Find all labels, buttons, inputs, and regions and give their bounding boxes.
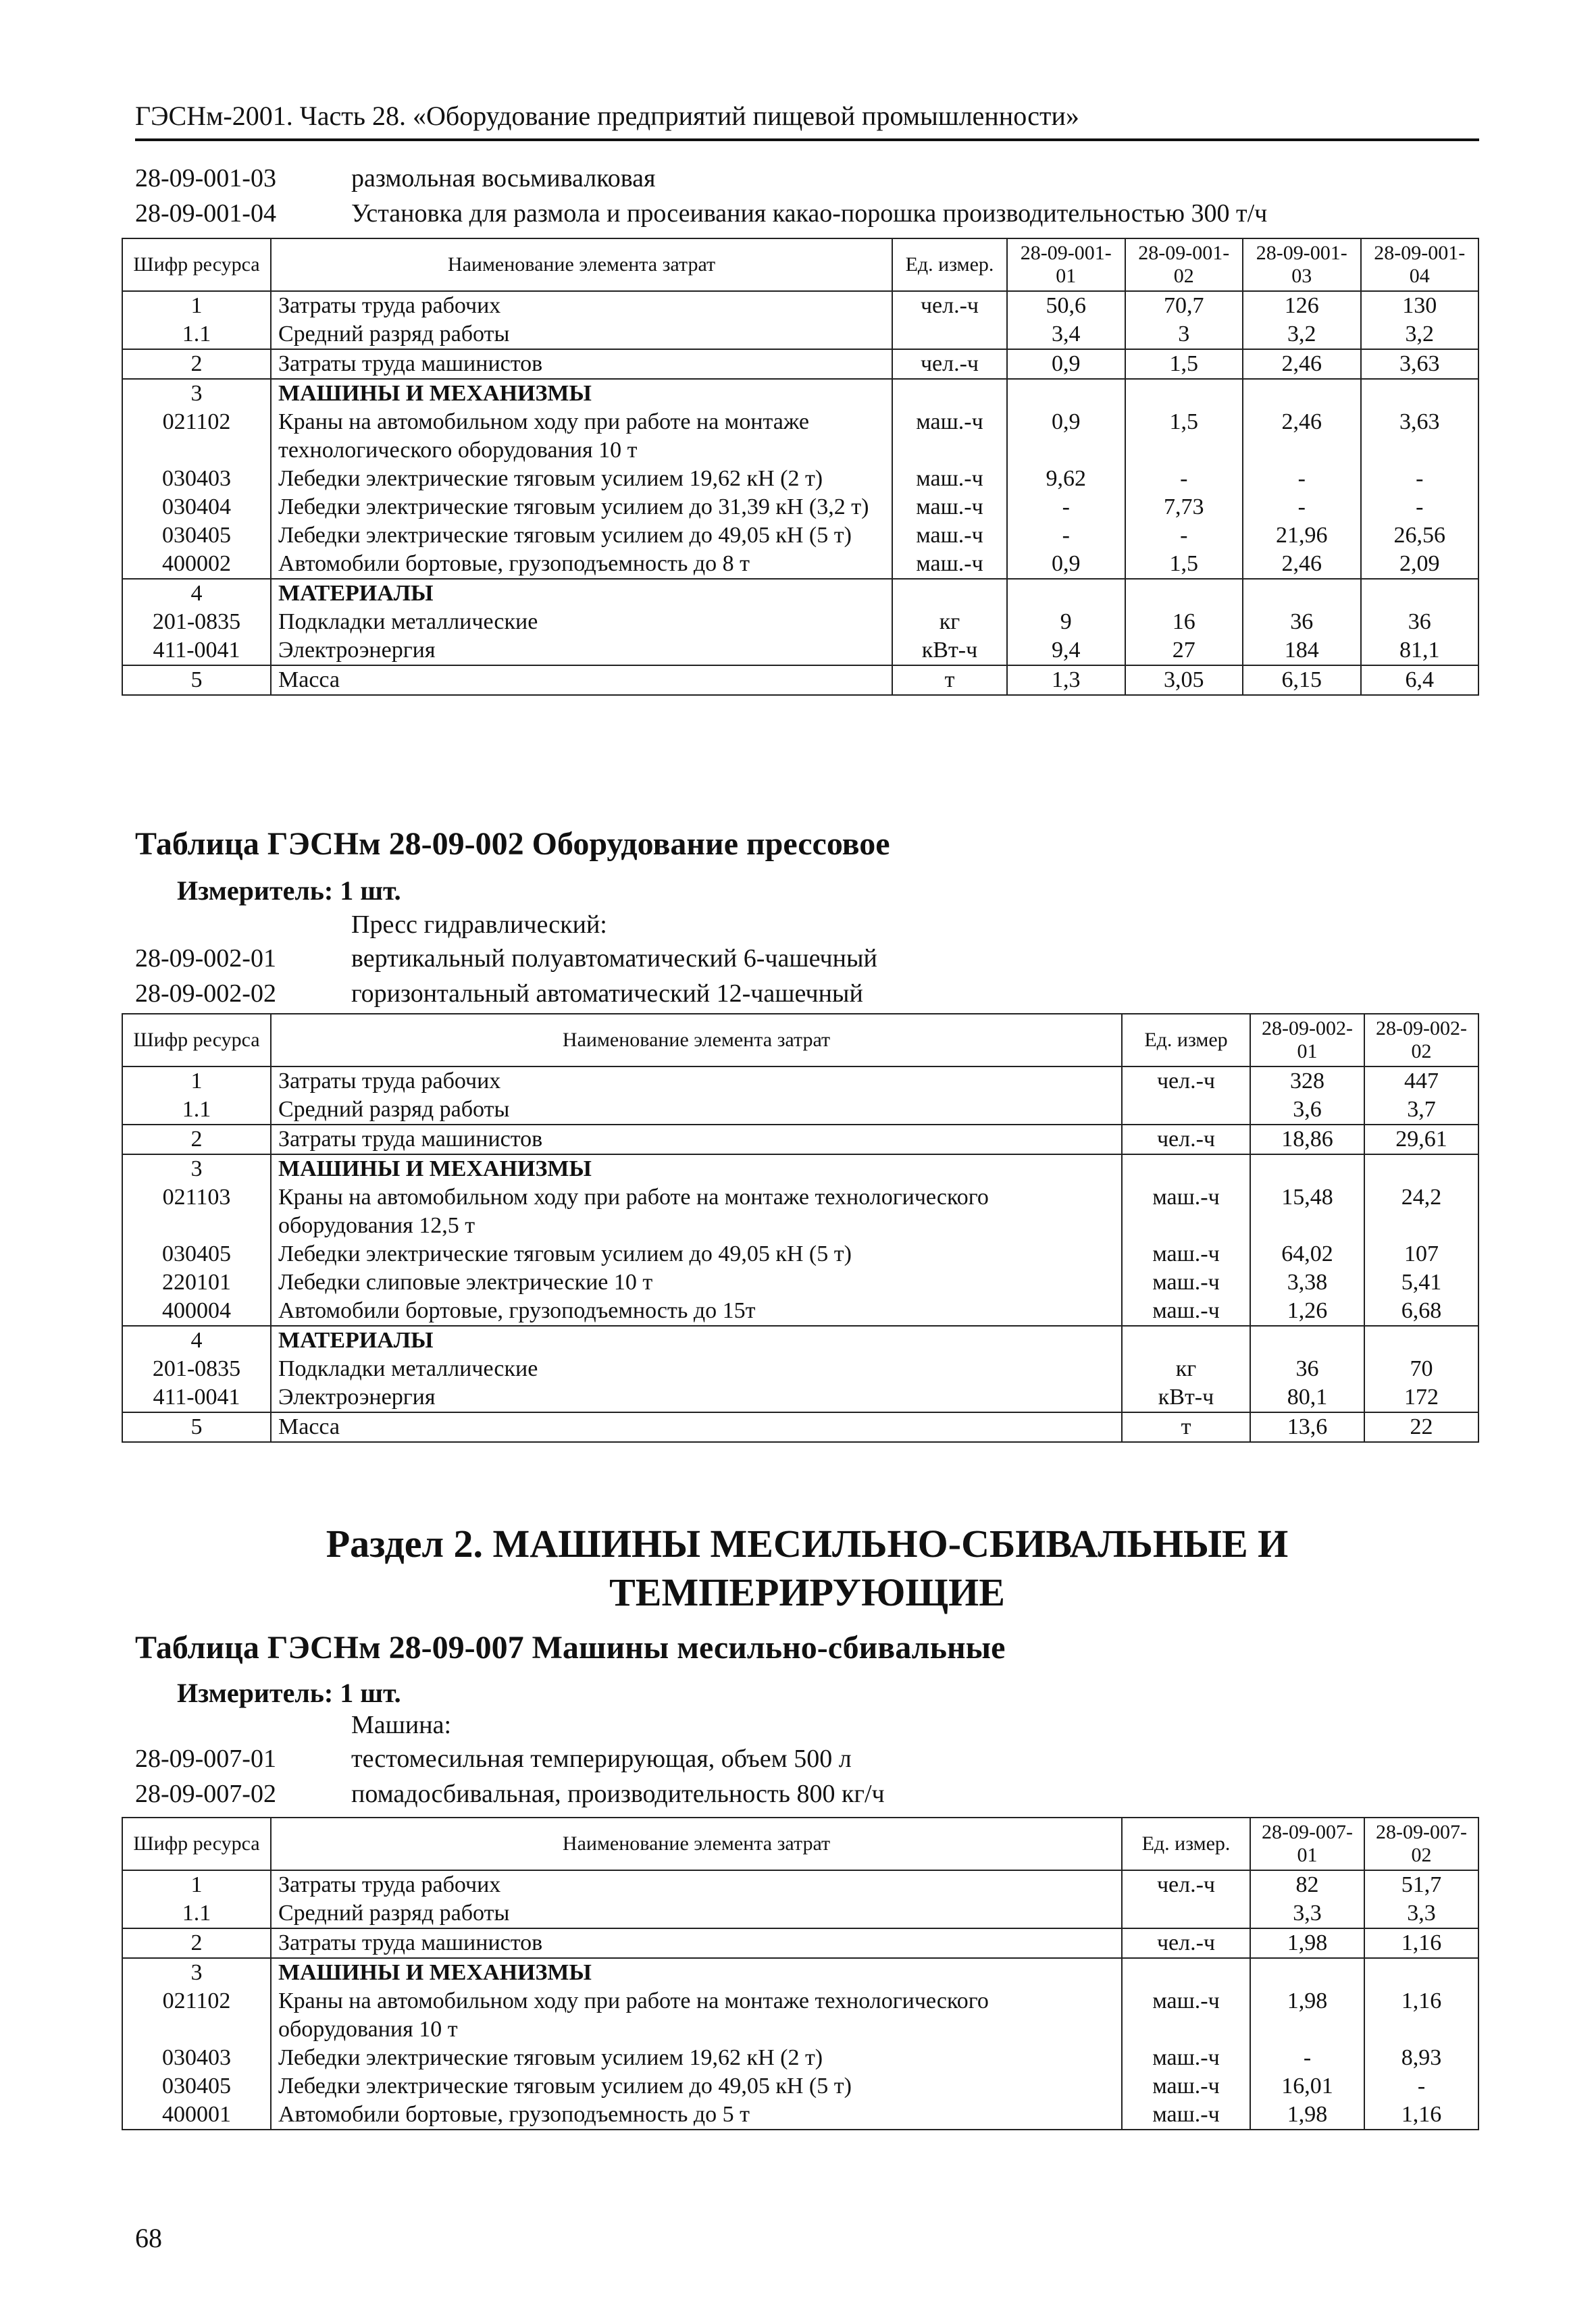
unit: кг [1122, 1355, 1250, 1383]
norm-value: 7,73 [1125, 493, 1243, 521]
cost-element-name: МАШИНЫ И МЕХАНИЗМЫ [271, 1154, 1122, 1183]
table-body [122, 291, 1478, 695]
norm-value: - [1243, 465, 1361, 493]
item-description: тестомесильная темперирующая, объем 500 л [351, 1745, 852, 1773]
table-body [122, 1870, 1478, 2130]
cost-element-name: Подкладки металлические [271, 608, 892, 636]
unit: чел.-ч [1122, 1066, 1250, 1096]
resource-code: 2 [122, 1928, 271, 1958]
norm-value: 29,61 [1364, 1125, 1478, 1154]
norm-value: 1,26 [1250, 1297, 1364, 1326]
header-norm-code: 28-09-002-01 [1250, 1014, 1364, 1066]
resource-code: 021102 [122, 408, 271, 465]
norm-value: 15,48 [1250, 1183, 1364, 1240]
header-unit: Ед. измер. [892, 238, 1007, 291]
norm-value [1250, 1154, 1364, 1183]
cost-element-name: Затраты труда рабочих [271, 291, 892, 320]
t1-code-list [135, 161, 1267, 231]
unit: маш.-ч [1122, 1240, 1250, 1268]
cost-element-name: Электроэнергия [271, 1383, 1122, 1412]
norm-value: 70,7 [1125, 291, 1243, 320]
cost-element-name: Автомобили бортовые, грузоподъемность до 5 т [271, 2101, 1122, 2130]
unit: маш.-ч [892, 550, 1007, 579]
norm-value: 3,4 [1007, 320, 1125, 349]
code-list-heading: Пресс гидравлический: [351, 910, 607, 939]
resource-code: 2 [122, 349, 271, 379]
unit [1122, 1326, 1250, 1355]
item-code: 28-09-002-01 [135, 944, 276, 973]
header-norm-code: 28-09-002-02 [1364, 1014, 1478, 1066]
norm-value: 16,01 [1250, 2072, 1364, 2101]
table-row [122, 379, 1478, 408]
resource-code: 030403 [122, 465, 271, 493]
resource-code: 3 [122, 1958, 271, 1987]
norm-value: 0,9 [1007, 550, 1125, 579]
header-norm-code: 28-09-001-04 [1361, 238, 1479, 291]
unit: маш.-ч [1122, 1183, 1250, 1240]
item-code: 28-09-001-04 [135, 199, 276, 228]
norm-value: 6,4 [1361, 665, 1479, 695]
resource-code: 030405 [122, 521, 271, 550]
norm-value [1364, 1326, 1478, 1355]
unit [892, 579, 1007, 608]
norm-value: 80,1 [1250, 1383, 1364, 1412]
norm-value: 82 [1250, 1870, 1364, 1899]
unit: маш.-ч [892, 408, 1007, 465]
code-list-item [135, 976, 877, 1011]
table-row [122, 1899, 1478, 1928]
item-code: 28-09-007-01 [135, 1745, 276, 1773]
cost-element-name: Лебедки слиповые электрические 10 т [271, 1268, 1122, 1297]
table-row [122, 1870, 1478, 1899]
norm-value: 70 [1364, 1355, 1478, 1383]
norm-value: 3,3 [1250, 1899, 1364, 1928]
resource-code: 030405 [122, 2072, 271, 2101]
unit: чел.-ч [1122, 1125, 1250, 1154]
norm-value: 1,98 [1250, 1928, 1364, 1958]
norm-value: 3,38 [1250, 1268, 1364, 1297]
norm-value: 3,63 [1361, 349, 1479, 379]
norm-value: - [1250, 2044, 1364, 2072]
cost-element-name: Краны на автомобильном ходу при работе на монтаже технологического оборудования 12,5 т [271, 1183, 1122, 1240]
norm-value [1125, 379, 1243, 408]
resource-code: 4 [122, 579, 271, 608]
t2-meter: Измеритель: 1 шт. [177, 875, 401, 906]
unit: кг [892, 608, 1007, 636]
norm-value: 3,3 [1364, 1899, 1478, 1928]
resource-code: 1.1 [122, 320, 271, 349]
table-row [122, 2072, 1478, 2101]
unit: чел.-ч [892, 349, 1007, 379]
norm-value: 3,2 [1361, 320, 1479, 349]
norm-value: 1,3 [1007, 665, 1125, 695]
table-row [122, 1297, 1478, 1326]
running-header: ГЭСНм-2001. Часть 28. «Оборудование предприятий пищевой промышленности» [135, 100, 1479, 141]
header-name: Наименование элемента затрат [271, 238, 892, 291]
header-row [122, 1014, 1478, 1066]
header-row [122, 238, 1478, 291]
norm-value: 3,2 [1243, 320, 1361, 349]
table-row [122, 1125, 1478, 1154]
cost-element-name: Автомобили бортовые, грузоподъемность до 15т [271, 1297, 1122, 1326]
resource-code: 030405 [122, 1240, 271, 1268]
norm-value: 36 [1250, 1355, 1364, 1383]
norm-value: 184 [1243, 636, 1361, 665]
resource-code: 4 [122, 1326, 271, 1355]
norm-value: - [1007, 521, 1125, 550]
t2-title: Таблица ГЭСНм 28-09-002 Оборудование прессовое [135, 826, 890, 862]
cost-element-name: Лебедки электрические тяговым усилием до 31,39 кН (3,2 т) [271, 493, 892, 521]
table-row [122, 1928, 1478, 1958]
norm-value: 1,5 [1125, 550, 1243, 579]
norm-value: 3,05 [1125, 665, 1243, 695]
norm-value: 130 [1361, 291, 1479, 320]
resource-code: 201-0835 [122, 608, 271, 636]
table-row [122, 408, 1478, 465]
code-list-item [135, 1776, 885, 1811]
unit [892, 320, 1007, 349]
item-code: 28-09-002-02 [135, 979, 276, 1008]
norm-value: - [1125, 465, 1243, 493]
table-row [122, 636, 1478, 665]
unit: маш.-ч [1122, 1987, 1250, 2044]
resource-code: 411-0041 [122, 636, 271, 665]
norm-value: 1,16 [1364, 1987, 1478, 2044]
unit: маш.-ч [1122, 1268, 1250, 1297]
header-name: Наименование элемента затрат [271, 1818, 1122, 1870]
table-row [122, 1412, 1478, 1442]
table-row [122, 1355, 1478, 1383]
table-row [122, 493, 1478, 521]
table-row [122, 349, 1478, 379]
header-code: Шифр ресурса [122, 1818, 271, 1870]
cost-element-name: Средний разряд работы [271, 320, 892, 349]
norm-value: - [1361, 465, 1479, 493]
norm-value: 328 [1250, 1066, 1364, 1096]
header-code: Шифр ресурса [122, 238, 271, 291]
unit: чел.-ч [892, 291, 1007, 320]
cost-element-name: Лебедки электрические тяговым усилием 19,62 кН (2 т) [271, 465, 892, 493]
unit: чел.-ч [1122, 1870, 1250, 1899]
cost-element-name: Электроэнергия [271, 636, 892, 665]
t1-table [122, 238, 1479, 696]
table-row [122, 1183, 1478, 1240]
t2-table [122, 1013, 1479, 1443]
header-norm-code: 28-09-001-01 [1007, 238, 1125, 291]
header-norm-code: 28-09-007-02 [1364, 1818, 1478, 1870]
norm-value: 26,56 [1361, 521, 1479, 550]
t3-table [122, 1817, 1479, 2130]
norm-value: 3,63 [1361, 408, 1479, 465]
norm-value [1125, 579, 1243, 608]
resource-code: 400002 [122, 550, 271, 579]
norm-value: 1,16 [1364, 2101, 1478, 2130]
norm-value: 1,5 [1125, 408, 1243, 465]
norm-value [1364, 1154, 1478, 1183]
norm-value: 1,98 [1250, 2101, 1364, 2130]
cost-element-name: Масса [271, 1412, 1122, 1442]
resource-code: 1.1 [122, 1899, 271, 1928]
resource-code: 021102 [122, 1987, 271, 2044]
norm-value: 6,15 [1243, 665, 1361, 695]
norm-value [1364, 1958, 1478, 1987]
norm-value: 13,6 [1250, 1412, 1364, 1442]
header-row [122, 1818, 1478, 1870]
norm-value: - [1243, 493, 1361, 521]
resource-code: 5 [122, 1412, 271, 1442]
header-norm-code: 28-09-001-03 [1243, 238, 1361, 291]
norm-value: 1,16 [1364, 1928, 1478, 1958]
code-list-item [135, 941, 877, 976]
norm-value: 16 [1125, 608, 1243, 636]
norm-value: 107 [1364, 1240, 1478, 1268]
table-row [122, 1326, 1478, 1355]
unit: т [892, 665, 1007, 695]
norm-value: 36 [1243, 608, 1361, 636]
norm-value: 64,02 [1250, 1240, 1364, 1268]
cost-element-name: Краны на автомобильном ходу при работе на монтаже технологического оборудования 10 т [271, 408, 892, 465]
resource-code: 400001 [122, 2101, 271, 2130]
norm-value: 0,9 [1007, 408, 1125, 465]
cost-element-name: Затраты труда машинистов [271, 349, 892, 379]
code-list-item [135, 1741, 885, 1776]
cost-element-name: Затраты труда рабочих [271, 1870, 1122, 1899]
unit: маш.-ч [892, 493, 1007, 521]
page-number: 68 [135, 2223, 162, 2253]
item-description: Установка для размола и просеивания какао-порошка производительностью 300 т/ч [351, 199, 1268, 228]
unit [1122, 1154, 1250, 1183]
norm-value: 6,68 [1364, 1297, 1478, 1326]
norm-value: - [1007, 493, 1125, 521]
t3-code-list [135, 1709, 885, 1811]
norm-value: 9,62 [1007, 465, 1125, 493]
norm-value: 2,09 [1361, 550, 1479, 579]
unit: маш.-ч [892, 521, 1007, 550]
cost-element-name: Лебедки электрические тяговым усилием 19,62 кН (2 т) [271, 2044, 1122, 2072]
table-row [122, 579, 1478, 608]
item-description: горизонтальный автоматический 12-чашечный [351, 979, 863, 1008]
unit: маш.-ч [1122, 2044, 1250, 2072]
cost-element-name: МАТЕРИАЛЫ [271, 1326, 1122, 1355]
table-row [122, 465, 1478, 493]
unit [1122, 1096, 1250, 1125]
resource-code: 3 [122, 379, 271, 408]
norm-value: 447 [1364, 1066, 1478, 1096]
cost-element-name: Масса [271, 665, 892, 695]
table-header [122, 238, 1478, 291]
item-code: 28-09-007-02 [135, 1780, 276, 1808]
norm-value: - [1364, 2072, 1478, 2101]
norm-value: 24,2 [1364, 1183, 1478, 1240]
table-row [122, 665, 1478, 695]
norm-value: 3,7 [1364, 1096, 1478, 1125]
header-code: Шифр ресурса [122, 1014, 271, 1066]
norm-value: - [1125, 521, 1243, 550]
unit: кВт-ч [892, 636, 1007, 665]
table-row [122, 1240, 1478, 1268]
t3-title: Таблица ГЭСНм 28-09-007 Машины месильно-сбивальные [135, 1630, 1006, 1666]
table-row [122, 320, 1478, 349]
cost-element-name: Средний разряд работы [271, 1096, 1122, 1125]
resource-code: 3 [122, 1154, 271, 1183]
norm-value: 3,6 [1250, 1096, 1364, 1125]
unit [1122, 1899, 1250, 1928]
table-row [122, 1268, 1478, 1297]
resource-code: 1 [122, 1066, 271, 1096]
norm-value [1007, 579, 1125, 608]
header-norm-code: 28-09-001-02 [1125, 238, 1243, 291]
header-norm-code: 28-09-007-01 [1250, 1818, 1364, 1870]
t2-code-list [135, 908, 877, 1011]
norm-value: 126 [1243, 291, 1361, 320]
resource-code: 1.1 [122, 1096, 271, 1125]
code-list-heading: Машина: [351, 1711, 452, 1739]
table-body [122, 1066, 1478, 1442]
header-unit: Ед. измер. [1122, 1818, 1250, 1870]
item-description: вертикальный полуавтоматический 6-чашечный [351, 944, 877, 973]
norm-value: 50,6 [1007, 291, 1125, 320]
cost-element-name: Краны на автомобильном ходу при работе на монтаже технологического оборудования 10 т [271, 1987, 1122, 2044]
norm-value: 0,9 [1007, 349, 1125, 379]
table-row [122, 1096, 1478, 1125]
t3-meter: Измеритель: 1 шт. [177, 1678, 401, 1708]
norm-value: 2,46 [1243, 349, 1361, 379]
resource-code: 021103 [122, 1183, 271, 1240]
table-row [122, 1987, 1478, 2044]
header-name: Наименование элемента затрат [271, 1014, 1122, 1066]
norm-value: 18,86 [1250, 1125, 1364, 1154]
resource-code: 201-0835 [122, 1355, 271, 1383]
resource-code: 2 [122, 1125, 271, 1154]
resource-code: 030403 [122, 2044, 271, 2072]
table-row [122, 1958, 1478, 1987]
norm-value: 3 [1125, 320, 1243, 349]
header-unit: Ед. измер [1122, 1014, 1250, 1066]
unit: маш.-ч [1122, 2101, 1250, 2130]
item-code: 28-09-001-03 [135, 164, 276, 192]
norm-value: 36 [1361, 608, 1479, 636]
norm-value: 81,1 [1361, 636, 1479, 665]
code-list-item [135, 196, 1267, 231]
cost-element-name: Средний разряд работы [271, 1899, 1122, 1928]
unit: т [1122, 1412, 1250, 1442]
table-header [122, 1014, 1478, 1066]
table-row [122, 1383, 1478, 1412]
table-row [122, 550, 1478, 579]
cost-element-name: МАШИНЫ И МЕХАНИЗМЫ [271, 379, 892, 408]
unit [892, 379, 1007, 408]
table-row [122, 608, 1478, 636]
norm-value: 1,98 [1250, 1987, 1364, 2044]
cost-element-name: Затраты труда машинистов [271, 1928, 1122, 1958]
table-header [122, 1818, 1478, 1870]
table-row [122, 521, 1478, 550]
cost-element-name: МАТЕРИАЛЫ [271, 579, 892, 608]
norm-value [1250, 1958, 1364, 1987]
table-row [122, 1066, 1478, 1096]
norm-value [1007, 379, 1125, 408]
unit: чел.-ч [1122, 1928, 1250, 1958]
norm-value: 1,5 [1125, 349, 1243, 379]
resource-code: 411-0041 [122, 1383, 271, 1412]
cost-element-name: Подкладки металлические [271, 1355, 1122, 1383]
unit [1122, 1958, 1250, 1987]
cost-element-name: МАШИНЫ И МЕХАНИЗМЫ [271, 1958, 1122, 1987]
cost-element-name: Лебедки электрические тяговым усилием до 49,05 кН (5 т) [271, 2072, 1122, 2101]
resource-code: 1 [122, 1870, 271, 1899]
norm-value: 27 [1125, 636, 1243, 665]
norm-value: 5,41 [1364, 1268, 1478, 1297]
norm-value: 2,46 [1243, 408, 1361, 465]
resource-code: 030404 [122, 493, 271, 521]
norm-value: 9,4 [1007, 636, 1125, 665]
unit: маш.-ч [1122, 1297, 1250, 1326]
cost-element-name: Затраты труда рабочих [271, 1066, 1122, 1096]
unit: кВт-ч [1122, 1383, 1250, 1412]
norm-value: 9 [1007, 608, 1125, 636]
table-row [122, 1154, 1478, 1183]
norm-value [1243, 579, 1361, 608]
norm-value: - [1361, 493, 1479, 521]
section-heading: Раздел 2. МАШИНЫ МЕСИЛЬНО-СБИВАЛЬНЫЕ И ТЕМПЕРИРУЮЩИЕ [326, 1522, 1289, 1614]
table-row [122, 2101, 1478, 2130]
code-list-item [135, 161, 1267, 196]
resource-code: 400004 [122, 1297, 271, 1326]
item-description: помадосбивальная, производительность 800 кг/ч [351, 1780, 885, 1808]
item-description: размольная восьмивалковая [351, 164, 656, 192]
norm-value [1361, 379, 1479, 408]
norm-value [1243, 379, 1361, 408]
unit: маш.-ч [892, 465, 1007, 493]
norm-value: 51,7 [1364, 1870, 1478, 1899]
norm-value: 2,46 [1243, 550, 1361, 579]
table-row [122, 2044, 1478, 2072]
cost-element-name: Лебедки электрические тяговым усилием до 49,05 кН (5 т) [271, 521, 892, 550]
resource-code: 5 [122, 665, 271, 695]
norm-value [1250, 1326, 1364, 1355]
unit: маш.-ч [1122, 2072, 1250, 2101]
norm-value [1361, 579, 1479, 608]
resource-code: 1 [122, 291, 271, 320]
cost-element-name: Автомобили бортовые, грузоподъемность до 8 т [271, 550, 892, 579]
norm-value: 22 [1364, 1412, 1478, 1442]
norm-value: 21,96 [1243, 521, 1361, 550]
cost-element-name: Лебедки электрические тяговым усилием до 49,05 кН (5 т) [271, 1240, 1122, 1268]
norm-value: 172 [1364, 1383, 1478, 1412]
table-row [122, 291, 1478, 320]
cost-element-name: Затраты труда машинистов [271, 1125, 1122, 1154]
norm-value: 8,93 [1364, 2044, 1478, 2072]
resource-code: 220101 [122, 1268, 271, 1297]
